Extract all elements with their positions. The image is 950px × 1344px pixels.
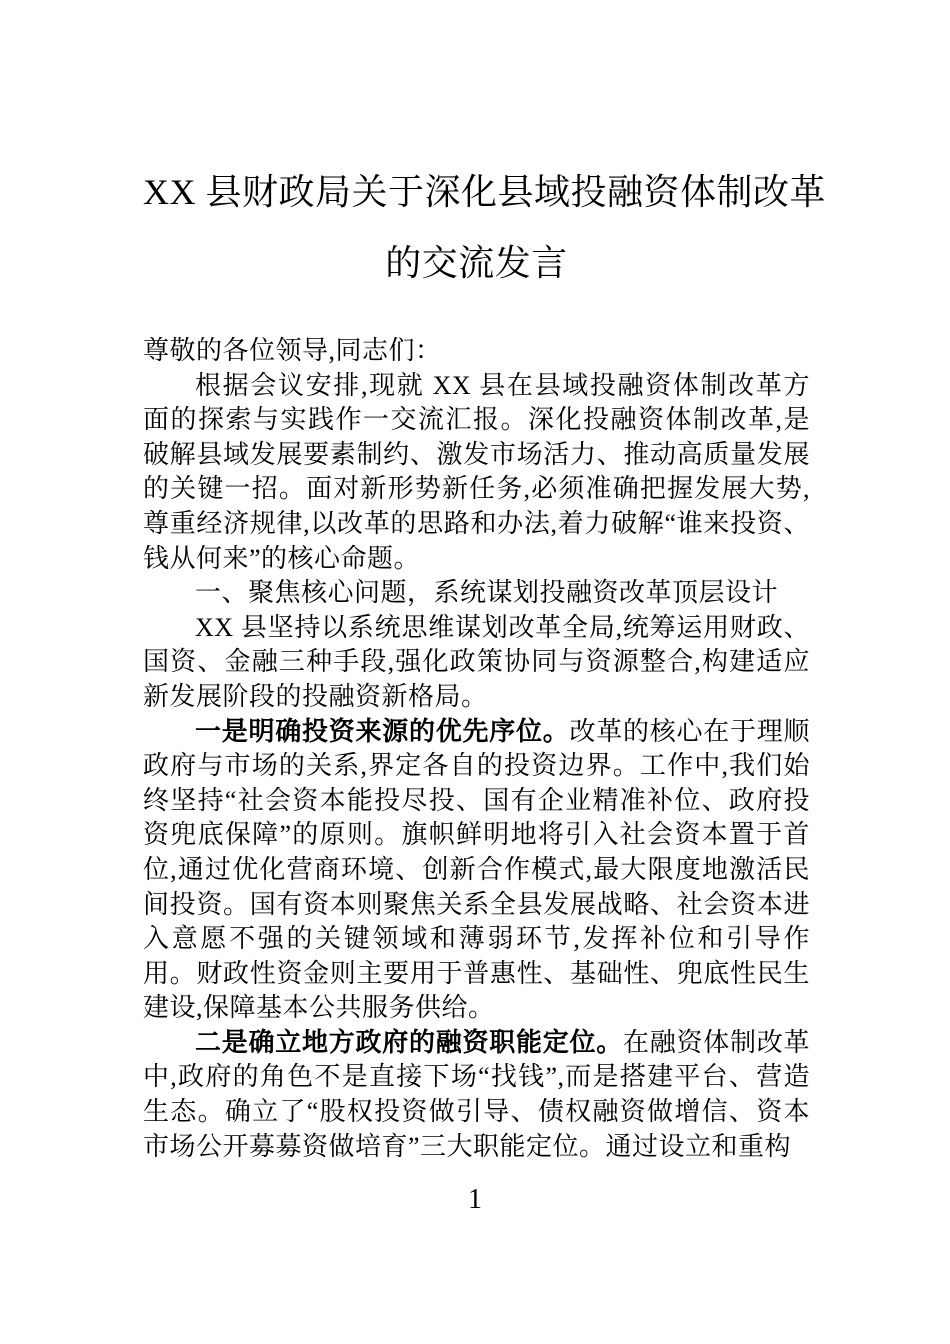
paragraph-text: 一、聚焦核心问题，系统谋划投融资改革顶层设计: [195, 578, 779, 608]
paragraph-intro: [143, 369, 810, 577]
salutation: 尊敬的各位领导,同志们：: [143, 336, 442, 365]
section-1-heading: [143, 576, 810, 611]
document-title: [143, 157, 826, 299]
page-number: 1: [468, 1184, 482, 1215]
paragraph-bold-lead: 一是明确投资来源的优先序位。: [195, 716, 570, 746]
document-body: [143, 334, 810, 1164]
paragraph-text: 根据会议安排,现就 XX 县在县域投融资体制改革方面的探索与实践作一交流汇报。深化投融资体制改革,是破解县域发展要素制约、激发市场活力、推动高质量发展的关键一招。面对新形势新任务,必须准确把握发展大势,尊重经济规律,以改革的思路和办法,着力破解“谁来投资、钱从何来”的核心命题。: [143, 370, 810, 573]
title-line-1: XX 县财政局关于深化县域投融资体制改革: [143, 172, 826, 212]
title-line-2: 的交流发言: [385, 243, 568, 283]
paragraph-text: XX 县坚持以系统思维谋划改革全局,统筹运用财政、国资、金融三种手段,强化政策协同与资源整合,构建适应新发展阶段的投融资新格局。: [143, 612, 810, 711]
paragraph-text: 在融资体制改革中,政府的角色不是直接下场“找钱”,而是搭建平台、营造生态。确立了“股权投资做引导、债权融资做增信、资本市场公开募募资做培育”三大职能定位。通过设立和重构: [143, 1027, 810, 1161]
paragraph-section-1-intro: [143, 611, 810, 715]
paragraph-text: 改革的核心在于理顺政府与市场的关系,界定各自的投资边界。工作中,我们始终坚持“社会资本能投尽投、国有企业精准补位、政府投资兜底保障”的原则。旗帜鲜明地将引入社会资本置于首位,通过优化营商环境、创新合作模式,最大限度地激活民间投资。国有资本则聚焦关系全县发展战略、社会资本进入意愿不强的关键领域和薄弱环节,发挥补位和引导作用。财政性资金则主要用于普惠性、基础性、兜底性民生建设,保障基本公共服务供给。: [143, 716, 810, 1023]
paragraph-point-1: [143, 715, 810, 1026]
paragraph-point-2: [143, 1026, 810, 1164]
paragraph-bold-lead: 二是确立地方政府的融资职能定位。: [195, 1027, 623, 1057]
